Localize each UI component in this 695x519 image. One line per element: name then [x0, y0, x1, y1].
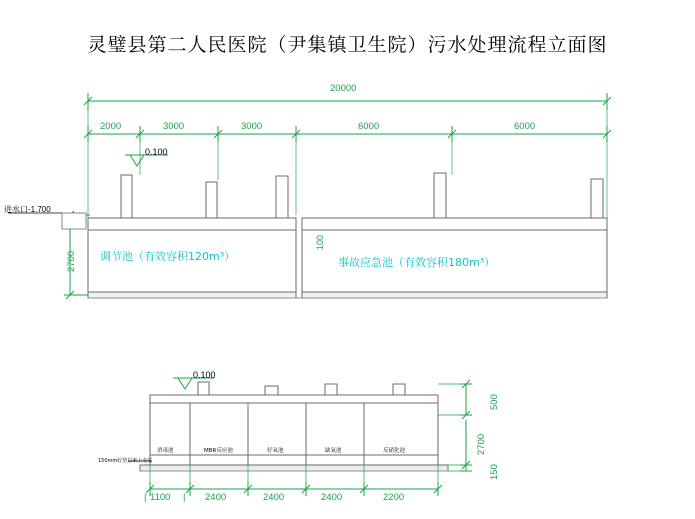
lower-bottom-dim-3: 2400: [263, 492, 285, 503]
chamber-label-3: 好氧池: [267, 448, 284, 454]
upper-tank-1: [88, 175, 296, 298]
lower-elevation-label: 0.100: [193, 370, 216, 380]
inlet-label: 进水口-1.700: [4, 205, 51, 214]
upper-overall-dimension: [84, 93, 611, 110]
upper-tank-2: [302, 173, 607, 298]
lower-right-dim-2: 2700: [476, 433, 487, 455]
page-title: 灵璧县第二人民医院（尹集镇卫生院）污水处理流程立面图: [87, 34, 608, 56]
upper-total-dim-label: 20000: [330, 83, 357, 94]
lower-bottom-dim-2: 2400: [205, 492, 227, 503]
upper-tank-1-label: 调节池（有效容积120m³）: [100, 250, 236, 263]
pipe-note-label: 150mm砼垫层素土夯实: [98, 458, 153, 464]
lower-right-dimensions: [438, 380, 472, 471]
upper-elevation-label: 0.100: [145, 147, 168, 157]
lower-right-dim-3: 150: [489, 464, 500, 480]
lower-chambers: [140, 382, 448, 471]
upper-tank-2-label: 事故应急池（有效容积180m³）: [338, 256, 496, 269]
chamber-label-2: MBR反应池: [204, 448, 233, 454]
upper-seg-dim-5: 6000: [514, 121, 536, 132]
upper-wall-dim-label: 100: [315, 234, 325, 250]
lower-bottom-dim-1-bracket-right: |: [183, 492, 186, 503]
lower-bottom-dim-4: 2400: [321, 492, 343, 503]
lower-bottom-dim-5: 2200: [383, 492, 405, 503]
upper-seg-dim-2: 3000: [163, 121, 185, 132]
chamber-label-1: 消毒池: [157, 448, 174, 454]
upper-extension-lines: [88, 101, 607, 218]
chamber-label-5: 反硝化池: [383, 448, 406, 454]
upper-height-dim-label: 2700: [66, 250, 77, 272]
chamber-label-4: 缺氧池: [325, 448, 342, 454]
lower-right-dim-1: 500: [489, 394, 500, 410]
upper-seg-dim-3: 3000: [241, 121, 263, 132]
lower-bottom-dim-1: 1100: [150, 492, 171, 503]
upper-seg-dim-4: 6000: [358, 121, 380, 132]
upper-inlet-marker: [8, 213, 86, 229]
upper-seg-dim-1: 2000: [100, 121, 122, 132]
lower-bottom-dim-1-bracket-left: |: [144, 492, 147, 503]
